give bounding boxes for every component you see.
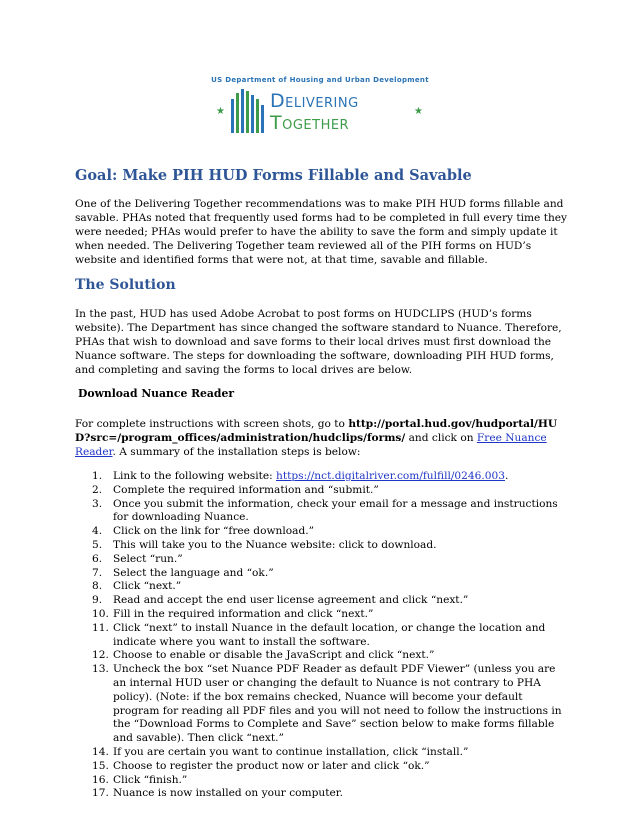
free-nuance-reader-link[interactable]: Free Nuance Reader	[75, 432, 547, 458]
list-item: 17. Nuance is now installed on your computer.	[92, 787, 343, 800]
logo-building-bars-icon	[229, 89, 267, 135]
list-item: 3. Once you submit the information, check your email for a message and instructions for downloading Nuance.	[92, 497, 558, 524]
installation-steps-list	[75, 470, 571, 801]
logo-agency-text: US Department of Housing and Urban Development	[211, 76, 429, 84]
list-item: 4. Click on the link for “free download.”	[92, 525, 315, 538]
list-item: 13. Uncheck the box “set Nuance PDF Reader as default PDF Viewer” (unless you are an internal HUD user or changing the default to Nuance is not contrary to PHA policy). (Note: if the box remains checked, Nuance will become your default program for reading all PDF files and you will not need to follow the instructions in the “Download Forms to Complete and Save” section below to make forms fillable and savable). Then click “next.”	[92, 663, 562, 745]
list-item: 8. Click “next.”	[92, 580, 182, 593]
list-item: 15. Choose to register the product now or later and click “ok.”	[92, 759, 430, 772]
list-item: 6. Select “run.”	[92, 552, 183, 565]
list-item: 16. Click “finish.”	[92, 773, 188, 786]
logo-star-left-icon: ★	[216, 106, 225, 117]
solution-paragraph: In the past, HUD has used Adobe Acrobat to post forms on HUDCLIPS (HUD’s forms website). The Department has since changed the software standard to Nuance. Therefore, PHAs that wish to download and save forms to their local drives must first download the Nuance software. The steps for downloading the software, downloading PIH HUD forms, and completing and saving the forms to local drives are below.	[75, 308, 562, 376]
list-item: 14. If you are certain you want to continue installation, click “install.”	[92, 745, 469, 758]
instructions-prefix: For complete instructions with screen shots, go to	[75, 418, 349, 430]
page-title: Goal: Make PIH HUD Forms Fillable and Savable	[75, 167, 472, 184]
hudclips-forms-url: http://portal.hud.gov/hudportal/HUD?src=/program_offices/administration/hudclips/forms/	[75, 418, 558, 444]
intro-paragraph: One of the Delivering Together recommendations was to make PIH HUD forms fillable and savable. PHAs noted that frequently used forms had to be completed in full every time they were needed; PHAs would prefer to have the ability to save the form and simply update it when needed. The Delivering Together team reviewed all of the PIH forms on HUD’s website and identified forms that were not, at that time, savable and fillable.	[75, 198, 568, 266]
list-item: 10. Fill in the required information and click “next.”	[92, 607, 374, 620]
list-item: 2. Complete the required information and “submit.”	[92, 483, 379, 496]
hud-logo	[0, 76, 640, 140]
solution-heading: The Solution	[75, 277, 176, 293]
list-item: 7. Select the language and “ok.”	[92, 566, 274, 579]
logo-delivering-text: Delivering	[270, 90, 359, 112]
instructions-paragraph	[75, 417, 571, 459]
instructions-middle: and click on	[405, 432, 477, 444]
nuance-download-link[interactable]: https://nct.digitalriver.com/fulfill/0246.003	[276, 470, 505, 482]
list-item: 12. Choose to enable or disable the JavaScript and click “next.”	[92, 649, 435, 662]
list-item: 9. Read and accept the end user license agreement and click “next.”	[92, 594, 469, 607]
download-heading: Download Nuance Reader	[78, 387, 235, 400]
list-item: 11. Click “next” to install Nuance in the default location, or change the location and indicate where you want to install the software.	[92, 621, 546, 648]
logo-together-text: Together	[270, 112, 350, 134]
list-item: 1. Link to the following website: https://nct.digitalriver.com/fulfill/0246.003.	[92, 470, 509, 482]
logo-star-right-icon: ★	[414, 106, 423, 117]
list-item: 5. This will take you to the Nuance website: click to download.	[92, 538, 437, 551]
instructions-suffix: . A summary of the installation steps is below:	[112, 446, 361, 458]
